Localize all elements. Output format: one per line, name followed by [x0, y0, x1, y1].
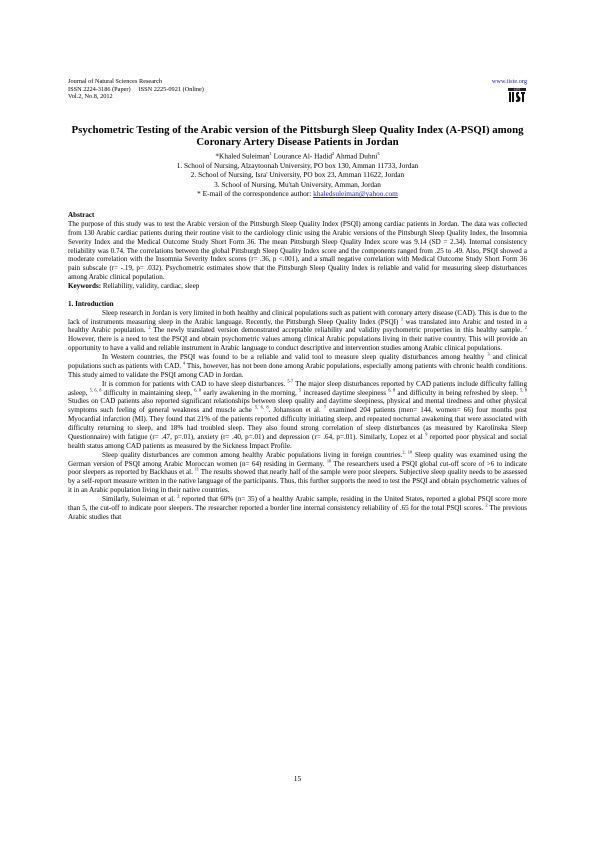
keywords-line: Keywords: Reliability, validity, cardiac, sleep — [68, 282, 200, 290]
journal-name: Journal of Natural Sciences Research — [68, 78, 163, 85]
abstract-text: The purpose of this study was to test the Arabic version of the Pittsburgh Sleep Quality Index (PSQI) among cardiac patients in Jordan. The data was collected from 130 Arabic cardiac patients during their routine visit to the cardiology clinic using the Arabic versions of the Pittsburgh Sleep Quality Index, the Insomnia Severity Index and the Medical Outcome Study Short Form 36. The mean Pittsburgh Sleep Quality Index score was 9.14 (SD = 2.34). Internal consistency reliability was 0.74. The correlations between the global Pittsburgh Sleep Quality Index score and the components ranged from .25 to .49. Also, PSQI showed a moderate correlation with the Insomnia Severity Index scores (r= .36, p <.001), and a small negative correlation with Medical Outcome Study Short Form 36 pain subscale (r= -.19, p= .032). Psychometric estimates show that the Pittsburgh Sleep Quality Index is reliable and valid for measuring sleep disturbances among Arabic clinical population. — [68, 219, 527, 282]
logo-text: IISTE — [513, 88, 521, 92]
article-body — [68, 211, 527, 522]
page-number: 15 — [293, 774, 302, 783]
affiliation-1: 1. School of Nursing, Alzaytoonah University, PO box 130, Amman 11733, Jordan — [176, 160, 419, 170]
running-header — [68, 78, 204, 101]
introduction-heading: 1. Introduction — [68, 299, 114, 308]
email-link[interactable]: khaledsuleiman@yahoo.com — [313, 189, 398, 199]
iiste-logo — [508, 88, 526, 104]
author-line: *Khaled Suleiman$^1$ Lourance Al- Hadid$^2$ Ahmad Duhni$^3$ — [215, 151, 380, 161]
website-link[interactable]: www.iiste.org — [491, 78, 527, 85]
intro-paragraph-1: Sleep research in Jordan is very limited in both healthy and clinical populations such as patient with coronary artery disease (CAD). This is due to the lack of instruments measuring sleep in the Arabic language. Recently, the Pittsburgh Sleep Quality Index (PSQI) $^1$ was translated into Arabic and tested in a healthy Arabic population. $^2$ The newly translated version demonstrated acceptable reliability and validity psychometric properties in this healthy sample. $^2$ However, there is a need to test the PSQI and obtain psychometric values among clinical Arabic populations living in their native country. This will provide an opportunity to have a valid and reliable instrument in Arabic language to conduct descriptive and intervention studies among Arabic clinical populations. — [68, 308, 527, 353]
authors-block — [68, 149, 527, 198]
title-block — [68, 125, 527, 199]
volume-line: Vol.2, No.8, 2012 — [68, 93, 113, 101]
issn-line: ISSN 2224-3186 (Paper) ISSN 2225-0921 (Online) — [68, 85, 204, 93]
paper-title: Psychometric Testing of the Arabic version of the Pittsburgh Sleep Quality Index (A-PSQI) among Coronary Artery Disease Patients in Jordan — [71, 124, 524, 148]
intro-paragraph-3: It is common for patients with CAD to have sleep disturbances. $^{5-7}$ The major sleep disturbances reported by CAD patients include difficulty falling asleep, $^{5, 6, 8}$ difficulty in maintaining sleep, $^{6, 8}$ early awakening in the morning, $^5$ increased daytime sleepiness $^{6, 8}$ and difficulty in being refreshed by sleep. $^{5, 8}$ Studies on CAD patients also reported significant relationships between sleep quality and daytime sleepiness, physical and mental tiredness and other physical symptoms such feeling of general weakness and muscle ache $^{5, 6, 8}$. Johansson et al. $^7$ examined 204 patients (men= 144, women= 66) four months post Myocardial infarction (MI). They found that 21% of the patients reported difficulty initiating sleep, and repeated nocturnal awakening that were associated with difficulty returning to sleep, and 18% had troubled sleep. They also found strong correlation of sleep disturbances (as measured by Karolinska Sleep Questionnaire) with fatigue (r= .47, p=.01), anxiety (r= .40, p=.01) and depression (r= .64, p=.01). Similarly, Lopez et al $^9$ reported poor physical and social health status among CAD patients as measured by the Sickness Impact Profile. — [68, 378, 528, 450]
correspondence-line: * E-mail of the correspondence author: khaledsuleiman@yahoo.com — [197, 189, 398, 199]
affiliation-2: 2. School of Nursing, Isra' University, PO box 23, Amman 11622, Jordan — [190, 170, 405, 180]
abstract-heading: Abstract — [68, 211, 95, 219]
affiliation-3: 3. School of Nursing, Mu'tah University, Amman, Jordan — [214, 179, 381, 189]
intro-paragraph-5: Similarly, Suleiman et al. $^2$ reported that 60% (n= 35) of a healthy Arabic sample, residing in the United States, reported a global PSQI score more than 5, the cut-off to indicate poor sleepers. The researcher reported a border line internal consistency reliability of .65 for the total PSQI scores. $^2$ The previous Arabic studies that — [68, 493, 527, 521]
intro-paragraph-4: Sleep quality disturbances are common among healthy Arabic populations living in foreign countries.$^{2, 10}$ Sleep quality was examined using the German version of PSQI among Arabic Moroccan women (n= 64) residing in Germany. $^{10}$ The researchers used a PSQI global cut-off score of >6 to indicate poor sleepers as reported by Backhaus et al. $^{11}$ The results showed that nearly half of the sample were poor sleepers. Subjective sleep quality needs to be assessed by a self-report measure written in the native language of the participants. Thus, this further supports the need to test the PSQI and obtain psychometric values of it in an Arabic population living in their native countries. — [68, 449, 528, 495]
intro-paragraph-2: In Western countries, the PSQI was found to be a reliable and valid tool to measure sleep quality disturbances among healthy $^3$ and clinical populations such as patients with CAD. $^4$ This, however, has not been done among Arabic populations, especially among patients with chronic health conditions. This study aimed to validate the PSQI among CAD in Jordan. — [68, 351, 527, 379]
